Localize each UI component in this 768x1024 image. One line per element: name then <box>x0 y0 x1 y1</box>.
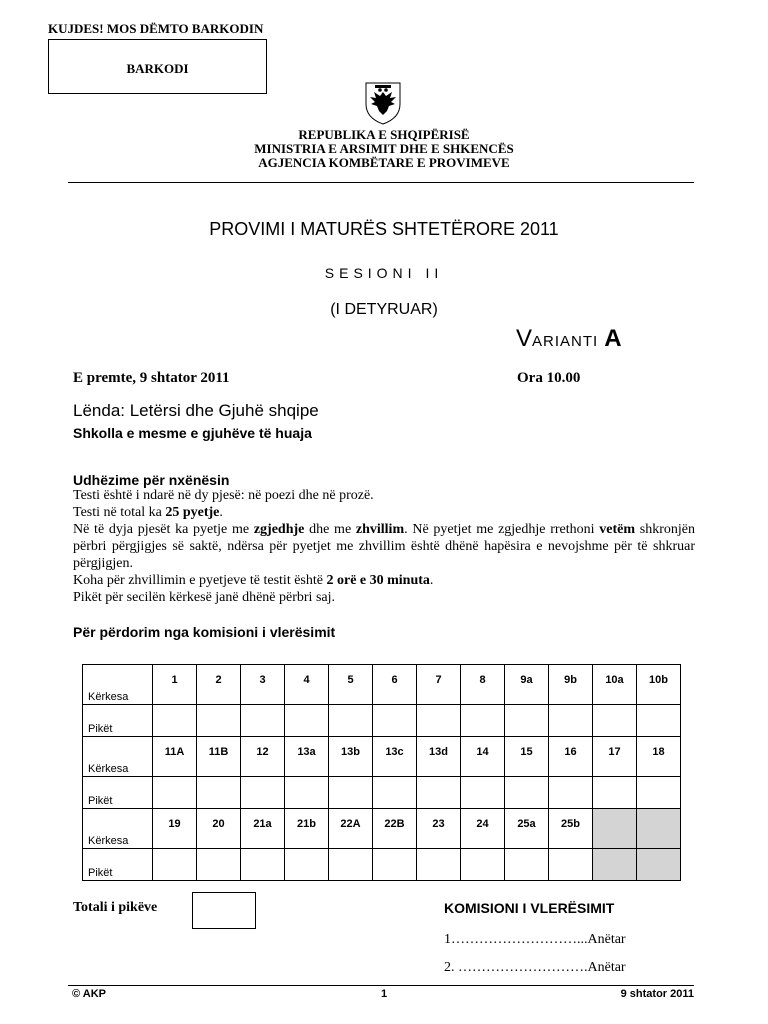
question-number-cell: 19 <box>153 809 197 849</box>
committee-member-1: 1………………………...Anëtar <box>444 932 626 947</box>
exam-school: Shkolla e mesme e gjuhëve të huaja <box>73 425 312 441</box>
row-label-points: Pikët <box>83 777 153 809</box>
question-number-cell: 23 <box>417 809 461 849</box>
row-label-question: Kërkesa <box>83 737 153 777</box>
points-entry-cell <box>197 849 241 881</box>
question-number-cell: 25b <box>549 809 593 849</box>
variant-letter: A <box>604 325 622 352</box>
points-entry-cell <box>197 705 241 737</box>
question-number-cell: 9b <box>549 665 593 705</box>
points-entry-cell <box>329 849 373 881</box>
question-number-cell: 11A <box>153 737 197 777</box>
row-label-question: Kërkesa <box>83 809 153 849</box>
question-number-cell: 11B <box>197 737 241 777</box>
instruction-line: Testi në total ka 25 pyetje. <box>73 505 223 520</box>
points-entry-cell <box>197 777 241 809</box>
points-row <box>83 705 681 737</box>
footer-date: 9 shtator 2011 <box>620 988 694 1000</box>
total-points-label: Totali i pikëve <box>73 900 158 915</box>
question-number-cell: 10b <box>637 665 681 705</box>
question-number-cell: 15 <box>505 737 549 777</box>
question-number-cell: 13d <box>417 737 461 777</box>
exam-variant <box>516 325 622 353</box>
instructions-body <box>73 487 695 606</box>
institution-line-2: MINISTRIA E ARSIMIT DHE E SHKENCËS <box>254 141 514 156</box>
points-entry-cell <box>241 777 285 809</box>
question-number-cell: 4 <box>285 665 329 705</box>
header-divider <box>68 182 694 183</box>
total-points-box <box>192 892 256 929</box>
committee-heading: KOMISIONI I VLERËSIMIT <box>444 900 615 916</box>
instruction-line: Në të dyja pjesët ka pyetje me zgjedhje dhe me zhvillim. Në pyetjet me zgjedhje rrethoni vetëm shkronjën përbri përgjigjes së saktë, ndërsa për pyetjet me zhvillim është dhënë hapësira e nevojshme për të shkruar përgjigjen. <box>73 522 695 571</box>
question-number-cell: 7 <box>417 665 461 705</box>
points-entry-cell <box>505 849 549 881</box>
unused-cell <box>593 809 637 849</box>
exam-subject: Lënda: Letërsi dhe Gjuhë shqipe <box>73 401 319 420</box>
question-number-cell: 5 <box>329 665 373 705</box>
committee-member-2: 2. ……………………….Anëtar <box>444 960 626 975</box>
points-entry-cell <box>593 705 637 737</box>
question-number-cell: 14 <box>461 737 505 777</box>
points-entry-cell <box>329 705 373 737</box>
points-entry-cell <box>373 777 417 809</box>
points-entry-cell <box>373 705 417 737</box>
row-label-points: Pikët <box>83 849 153 881</box>
points-entry-cell <box>153 705 197 737</box>
barcode-warning: KUJDES! MOS DËMTO BARKODIN <box>48 21 264 36</box>
points-entry-cell <box>241 849 285 881</box>
instruction-line: Pikët për secilën kërkesë janë dhënë përbri saj. <box>73 590 336 605</box>
footer-page-number: 1 <box>380 988 388 1000</box>
row-label-question: Kërkesa <box>83 665 153 705</box>
question-number-cell: 3 <box>241 665 285 705</box>
points-entry-cell <box>417 705 461 737</box>
points-entry-cell <box>153 777 197 809</box>
footer-copyright: © AKP <box>72 988 106 1000</box>
exam-title: PROVIMI I MATURËS SHTETËRORE 2011 <box>209 219 559 239</box>
variant-word: ARIANTI <box>532 333 599 350</box>
question-number-cell: 22A <box>329 809 373 849</box>
question-number-cell: 1 <box>153 665 197 705</box>
points-entry-cell <box>461 705 505 737</box>
points-entry-cell <box>241 705 285 737</box>
question-number-cell: 13a <box>285 737 329 777</box>
question-number-cell: 16 <box>549 737 593 777</box>
question-number-cell: 24 <box>461 809 505 849</box>
points-entry-cell <box>285 849 329 881</box>
points-entry-cell <box>461 849 505 881</box>
albanian-coat-of-arms-icon <box>358 80 408 126</box>
points-entry-cell <box>153 849 197 881</box>
question-number-cell: 17 <box>593 737 637 777</box>
exam-date: E premte, 9 shtator 2011 <box>73 370 230 386</box>
points-entry-cell <box>373 849 417 881</box>
question-number-cell: 6 <box>373 665 417 705</box>
barcode-label: BARKODI <box>126 61 189 76</box>
question-number-cell: 25a <box>505 809 549 849</box>
unused-cell <box>637 849 681 881</box>
unused-cell <box>593 849 637 881</box>
unused-cell <box>637 809 681 849</box>
exam-time: Ora 10.00 <box>517 370 581 386</box>
question-number-cell: 13b <box>329 737 373 777</box>
scoring-table <box>82 664 681 881</box>
instruction-line: Testi është i ndarë në dy pjesë: në poezi dhe në prozë. <box>73 488 374 503</box>
points-entry-cell <box>637 777 681 809</box>
variant-initial: V <box>516 325 533 352</box>
points-entry-cell <box>505 705 549 737</box>
points-entry-cell <box>417 777 461 809</box>
question-row <box>83 737 681 777</box>
question-number-cell: 13c <box>373 737 417 777</box>
points-entry-cell <box>329 777 373 809</box>
exam-type: (I DETYRUAR) <box>330 301 438 318</box>
institution-line-1: REPUBLIKA E SHQIPËRISË <box>298 127 470 142</box>
question-number-cell: 8 <box>461 665 505 705</box>
points-entry-cell <box>505 777 549 809</box>
points-entry-cell <box>593 777 637 809</box>
commission-heading: Për përdorim nga komisioni i vlerësimit <box>73 624 336 640</box>
question-row <box>83 665 681 705</box>
points-entry-cell <box>417 849 461 881</box>
question-number-cell: 9a <box>505 665 549 705</box>
points-entry-cell <box>461 777 505 809</box>
instructions-heading: Udhëzime për nxënësin <box>73 472 230 488</box>
question-number-cell: 21b <box>285 809 329 849</box>
question-row <box>83 809 681 849</box>
points-entry-cell <box>637 705 681 737</box>
points-entry-cell <box>549 777 593 809</box>
points-row <box>83 849 681 881</box>
question-number-cell: 22B <box>373 809 417 849</box>
footer-divider <box>68 985 694 986</box>
points-row <box>83 777 681 809</box>
instruction-line: Koha për zhvillimin e pyetjeve të testit është 2 orë e 30 minuta. <box>73 573 434 588</box>
points-entry-cell <box>549 849 593 881</box>
question-number-cell: 18 <box>637 737 681 777</box>
row-label-points: Pikët <box>83 705 153 737</box>
institution-line-3: AGJENCIA KOMBËTARE E PROVIMEVE <box>258 155 510 170</box>
points-entry-cell <box>549 705 593 737</box>
question-number-cell: 10a <box>593 665 637 705</box>
question-number-cell: 2 <box>197 665 241 705</box>
points-entry-cell <box>285 777 329 809</box>
points-entry-cell <box>285 705 329 737</box>
question-number-cell: 21a <box>241 809 285 849</box>
exam-session: SESIONI II <box>324 265 444 281</box>
question-number-cell: 12 <box>241 737 285 777</box>
question-number-cell: 20 <box>197 809 241 849</box>
